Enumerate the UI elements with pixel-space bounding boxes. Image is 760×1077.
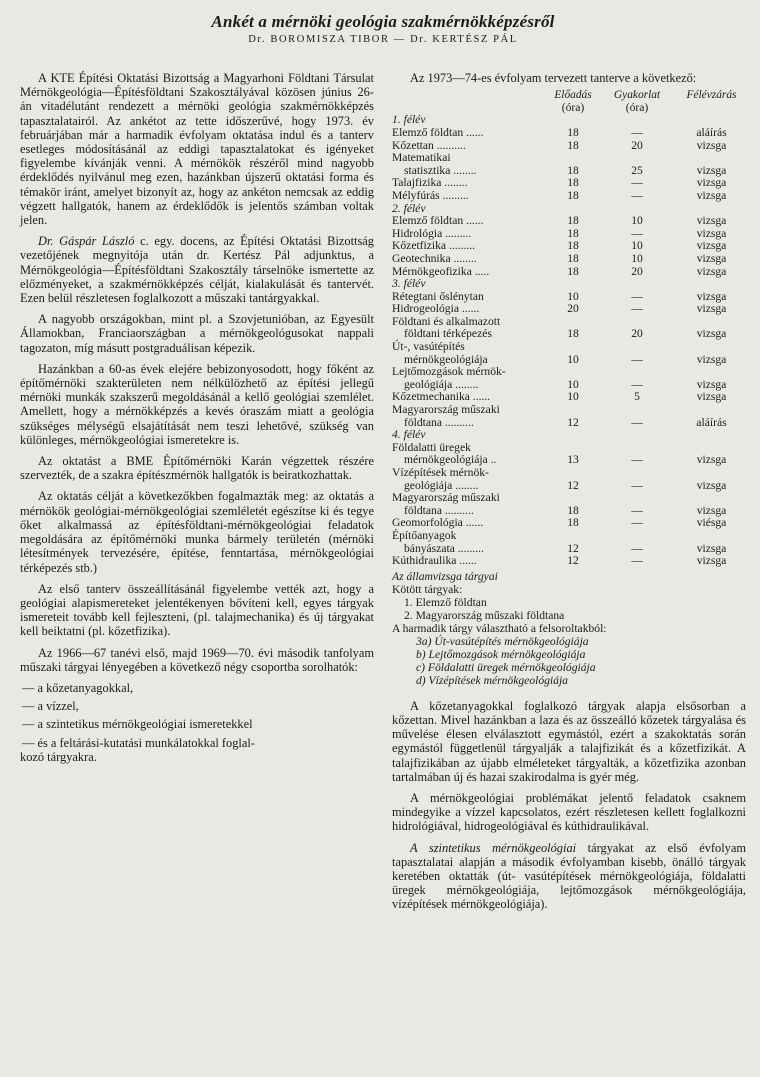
subject-name: Hidrológia ......... (392, 226, 472, 240)
table-unit-row (392, 102, 746, 115)
table-header-row (392, 89, 746, 102)
lecture-hours: 12 (567, 478, 579, 492)
practice-hours (597, 492, 677, 505)
group-item-4-cont: kozó tárgyakra. (20, 749, 97, 764)
subject-name: Hidrogeológia ...... (392, 302, 480, 316)
lecture-hours (549, 341, 597, 354)
subject-row (392, 366, 746, 379)
practice-hours (597, 366, 677, 379)
closing-type: vizsga (696, 264, 727, 278)
lecture-hours: 10 (567, 352, 579, 366)
paragraph-11 (392, 841, 746, 912)
group-item-3: — a szintetikus mérnökgeológiai ismeretekkel (22, 717, 253, 732)
subject-name: Lejtőmozgások mérnök- (392, 365, 506, 379)
subject-row (392, 303, 746, 316)
closing-type: vizsga (696, 390, 727, 404)
page-title: Ankét a mérnöki geológia szakmérnökképzésről (211, 12, 555, 31)
closing-type: vizsga (696, 239, 727, 253)
elective-a: 3a) Út-vasútépítés mérnökgeológiája (416, 634, 589, 648)
practice-hours: 20 (631, 138, 643, 152)
paragraph-9: A kőzetanyagokkal foglalkozó tárgyak alapja elsősorban a kőzettan. Mivel hazánkban a laza és az összeálló kőzetek tárgyalása és művelése élesen elválasztott egymástól, ezért a szakoktatás során egymástól függetlenül tárgyalják a talajfizikát és a kőzetfizikát. A talajfizikában az újabb elméleteket tárgyalták, a kőzetfizika azonban tartalmában új és hazai szakirodalma is gyér még. (392, 698, 746, 784)
closing-type: vizsga (696, 352, 727, 366)
paragraph-6: Az oktatás célját a következőkben fogalmazták meg: az oktatás a mérnökök geológiai-mérnökgeológiai szemléletét egészítse ki és tegye őket alkalmassá az építésföldtani-mérnökgeológiai feladatok megoldására az építőmérnöki munka bármely területén (mérnöki létesítmények tervezésére, építése, fenntartása, mérnökgeológiai térképezés stb.) (20, 489, 374, 575)
semester-label: 4. félév (392, 428, 426, 442)
closing-type: viésga (696, 516, 727, 530)
practice-hours: — (631, 226, 643, 240)
subject-name: Kúthidraulika ...... (392, 554, 477, 568)
curriculum-intro: Az 1973—74-es évfolyam tervezett tanterve a következő: (410, 71, 697, 85)
subject-name: mérnökgeológiája (404, 352, 488, 366)
subject-name: Kőzettan .......... (392, 138, 466, 152)
closing-type (677, 152, 746, 165)
subject-name: Rétegtani őslénytan (392, 289, 484, 303)
emphasis-synthetic: A szintetikus mérnökgeológiai (410, 840, 577, 855)
closing-type (677, 467, 746, 480)
lecture-hours: 18 (567, 163, 579, 177)
closing-type: vizsga (696, 188, 727, 202)
practice-hours: — (631, 478, 643, 492)
lecture-hours: 18 (567, 125, 579, 139)
paragraph-10: A mérnökgeológiai problémákat jelentő feladatok csaknem mindegyike a vízzel kapcsolatos, ezért részletesen kellett foglalkozni hidrológiával, hidrogeológiával és kúthidraulikával. (392, 790, 746, 834)
subject-name: geológiája ........ (404, 478, 479, 492)
subject-name: Geomorfológia ...... (392, 516, 484, 530)
elective-d: d) Vízépítések mérnökgeológiája (416, 673, 568, 687)
subject-row (392, 341, 746, 354)
lecture-hours: 10 (567, 289, 579, 303)
practice-hours: 10 (631, 251, 643, 265)
semester-label: 2. félév (392, 201, 426, 215)
subject-name: földtana .......... (404, 503, 474, 517)
paragraph-3: A nagyobb országokban, mint pl. a Szovjetunióban, az Egyesült Államokban, Franciaországban a mérnökgeológusokat nappali tagozaton, míg másutt postgraduálisan képezik. (20, 312, 374, 355)
subject-name: Kőzetfizika ......... (392, 239, 476, 253)
subject-name: Építőanyagok (392, 528, 457, 542)
paragraph-4: Hazánkban a 60-as évek elejére bebizonyosodott, hogy főként az építőmérnöki szakterületen nem nélkülözhető az építési jellegű mérnöki munkák szakszerű megoldásánál a kellő geológiai szemlélet. Amellett, hogy a mérnökképzés a kevés óraszám miatt a geológia szükséges mélységű elsajátítását nem teszi lehetővé, szükség van különleges, mérnökgeológiai ismeretekre is. (20, 361, 374, 447)
state-exam-heading: Az államvizsga tárgyai (392, 569, 498, 583)
practice-hours: — (631, 541, 643, 555)
group-item-2: — a vízzel, (22, 699, 79, 714)
lecture-hours (549, 404, 597, 417)
practice-hours: 25 (631, 163, 643, 177)
lecture-hours (549, 366, 597, 379)
paragraph-7: Az első tanterv összeállításánál figyelembe vették azt, hogy a geológiai alapismereteket jelentékenyen bővíteni kell, egyes tárgyak ismereteit tovább kell fejleszteni, (pl. talajmechanika) és új tárgyakat kell beiktatni (pl. kőzetfizika). (20, 581, 374, 639)
header-lecture: Előadás (554, 89, 592, 102)
elective-b: b) Lejtőmozgások mérnökgeológiája (416, 647, 586, 661)
semester-row (392, 278, 746, 291)
closing-type: vizsga (696, 226, 727, 240)
header-closing: Félévzárás (686, 89, 737, 102)
group-item-1: — a kőzetanyagokkal, (22, 680, 134, 695)
closing-type: vizsga (696, 541, 727, 555)
subject-name: bányászata ......... (404, 541, 484, 555)
subject-name: Elemző földtan ...... (392, 125, 484, 139)
lecture-hours: 18 (567, 327, 579, 341)
subject-name: Út-, vasútépítés (392, 340, 465, 354)
subject-name: Elemző földtan ...... (392, 214, 484, 228)
paragraph-2 (20, 234, 374, 305)
closing-type: vizsga (696, 214, 727, 228)
semester-label: 1. félév (392, 113, 426, 127)
closing-type: vizsga (696, 138, 727, 152)
subject-name: Vízépítések mérnök- (392, 466, 489, 480)
paragraph-5: Az oktatást a BME Építőmérnöki Karán végzettek részére szervezték, de a szakra építészmérnök hallgatók is beiratkozhattak. (20, 454, 374, 483)
subject-row (392, 417, 746, 430)
practice-hours: — (631, 516, 643, 530)
closing-type: aláírás (696, 125, 727, 139)
practice-hours: 5 (634, 390, 640, 404)
subject-name: földtani térképezés (404, 327, 492, 341)
subject-name: Mélyfúrás ......... (392, 188, 469, 202)
subject-name: Mérnökgeofizika ..... (392, 264, 490, 278)
subject-name: Kőzetmechanika ...... (392, 390, 491, 404)
lecture-hours: 20 (567, 302, 579, 316)
lecture-hours: 12 (567, 554, 579, 568)
elective-heading: A harmadik tárgy választható a felsoroltakból: (392, 621, 607, 635)
mandatory-subject-1: 1. Elemző földtan (404, 595, 487, 609)
subject-name: Magyarország műszaki (392, 403, 500, 417)
practice-hours: 10 (631, 214, 643, 228)
subject-row (392, 253, 746, 266)
lecture-hours: 18 (567, 516, 579, 530)
practice-hours: 10 (631, 239, 643, 253)
subject-name: Földtani és alkalmazott (392, 314, 501, 328)
practice-hours (597, 467, 677, 480)
subject-name: geológiája ........ (404, 377, 479, 391)
lecture-hours: 12 (567, 415, 579, 429)
closing-type: vizsga (696, 377, 727, 391)
closing-type (677, 404, 746, 417)
subject-row (392, 266, 746, 279)
lecture-hours: 18 (567, 176, 579, 190)
practice-hours: — (631, 289, 643, 303)
practice-hours (597, 341, 677, 354)
mandatory-heading: Kötött tárgyak: (392, 582, 463, 596)
right-column (392, 71, 746, 919)
practice-hours: — (631, 554, 643, 568)
paragraph-2-text: c. egy. docens, az Építési Oktatási Bizottság vezetőjének megnyitója után dr. Kertész Pál adjunktus, a Mérnökgeológia—Építésföldtani Szakosztály társelnöke ismertette az előzményeket, a szakmérnökképzés célját, kialakulását és tantervét. Ezen belül részletesen foglalkozott a műszaki tantárgyakkal. (20, 234, 374, 306)
subject-row (392, 215, 746, 228)
lecture-hours: 10 (567, 377, 579, 391)
lecture-hours: 18 (567, 138, 579, 152)
lecture-hours (549, 467, 597, 480)
unit-lecture: (óra) (561, 100, 585, 114)
left-column (20, 71, 374, 919)
person-name: Dr. Gáspár László (38, 234, 135, 249)
lecture-hours: 13 (567, 453, 579, 467)
subject-name: földtana .......... (404, 415, 474, 429)
closing-type: vizsga (696, 251, 727, 265)
lecture-hours: 10 (567, 390, 579, 404)
unit-practice: (óra) (625, 100, 649, 114)
paragraph-11-text: tárgyakat az első évfolyam tapasztalatai alapján a második évfolyamban kisebb, önálló tárgyak keretében oktatták (út- vasútépítések mérnökgeológiája, földalatti üregek mérnökgeológiája, lejtőmozgások mérnökgeológiája, vízépítések mérnökgeológiája). (392, 840, 746, 912)
subject-row (392, 467, 746, 480)
practice-hours: — (631, 377, 643, 391)
lecture-hours: 18 (567, 214, 579, 228)
subject-name: statisztika ........ (404, 163, 477, 177)
closing-type (677, 366, 746, 379)
subject-row (392, 127, 746, 140)
header-practice: Gyakorlat (613, 89, 661, 102)
closing-type (677, 341, 746, 354)
lecture-hours: 18 (567, 239, 579, 253)
paragraph-1: A KTE Építési Oktatási Bizottság a Magyarhoni Földtani Társulat Mérnökgeológia—Építésföldtani Szakosztályával közösen június 26-án vitadélutánt rendezett a mérnöki geológia szakmérnökképzés tapasztalatairól. Az ankétot az tette időszerűvé, hogy 1973. év februárjában már a harmadik évfolyam oktatása indul és a tanterv esetleges módosításánál az eddigi tapasztalatokat és igényeket figyelembe kívánják venni. A mérnökök részéről mind nagyobb érdeklődés nyilvánul meg ezen, hazánkban újszerű oktatási forma és témakör iránt, amelyet bizonyít az, hogy az ankéton nemcsak az eddig végzett hallgatók, hanem az érdeklődők is jelentős számban voltak jelen. (20, 71, 374, 228)
lecture-hours: 18 (567, 188, 579, 202)
closing-type: vizsga (696, 453, 727, 467)
practice-hours: — (631, 352, 643, 366)
elective-c: c) Földalatti üregek mérnökgeológiája (416, 660, 596, 674)
closing-type: vizsga (696, 176, 727, 190)
closing-type: vizsga (696, 503, 727, 517)
mandatory-subject-2: 2. Magyarország műszaki földtana (404, 608, 565, 622)
closing-type: vizsga (696, 302, 727, 316)
authors: Dr. BOROMISZA TIBOR — Dr. KERTÉSZ PÁL (248, 34, 518, 45)
lecture-hours: 18 (567, 226, 579, 240)
subject-row (392, 190, 746, 203)
subject-row (392, 530, 746, 543)
practice-hours: — (631, 125, 643, 139)
closing-type: aláírás (696, 415, 727, 429)
lecture-hours: 12 (567, 541, 579, 555)
lecture-hours: 18 (567, 251, 579, 265)
closing-type (677, 492, 746, 505)
practice-hours (597, 530, 677, 543)
columns (20, 71, 746, 919)
practice-hours: — (631, 415, 643, 429)
closing-type: vizsga (696, 163, 727, 177)
closing-type: vizsga (696, 478, 727, 492)
lecture-hours: 18 (567, 503, 579, 517)
practice-hours: 20 (631, 264, 643, 278)
practice-hours: — (631, 188, 643, 202)
subject-name: Magyarország műszaki (392, 491, 500, 505)
group-item-4: — és a feltárási-kutatási munkálatokkal foglal- (22, 735, 255, 750)
subject-row (392, 555, 746, 568)
curriculum-table (392, 89, 746, 568)
practice-hours: — (631, 176, 643, 190)
closing-type (677, 530, 746, 543)
subject-row (392, 404, 746, 417)
subject-name: Talajfizika ........ (392, 176, 468, 190)
lecture-hours (549, 530, 597, 543)
practice-hours: — (631, 302, 643, 316)
subject-name: Geotechnika ........ (392, 251, 477, 265)
closing-type: vizsga (696, 554, 727, 568)
subject-row (392, 152, 746, 165)
practice-hours (597, 404, 677, 417)
practice-hours (597, 152, 677, 165)
semester-row (392, 429, 746, 442)
subject-name: Földalatti üregek (392, 440, 471, 454)
closing-type: vizsga (696, 327, 727, 341)
semester-label: 3. félév (392, 277, 426, 291)
lecture-hours (549, 492, 597, 505)
subject-name: Matematikai (392, 151, 451, 165)
closing-type: vizsga (696, 289, 727, 303)
practice-hours: — (631, 453, 643, 467)
practice-hours: 20 (631, 327, 643, 341)
lecture-hours (549, 152, 597, 165)
paragraph-8: Az 1966—67 tanévi első, majd 1969—70. évi második tanfolyam műszaki tárgyai lényegében a következő négy csoportba sorolhatók: (20, 645, 374, 674)
subject-name: mérnökgeológiája .. (404, 453, 497, 467)
lecture-hours: 18 (567, 264, 579, 278)
practice-hours: — (631, 503, 643, 517)
subject-row (392, 492, 746, 505)
